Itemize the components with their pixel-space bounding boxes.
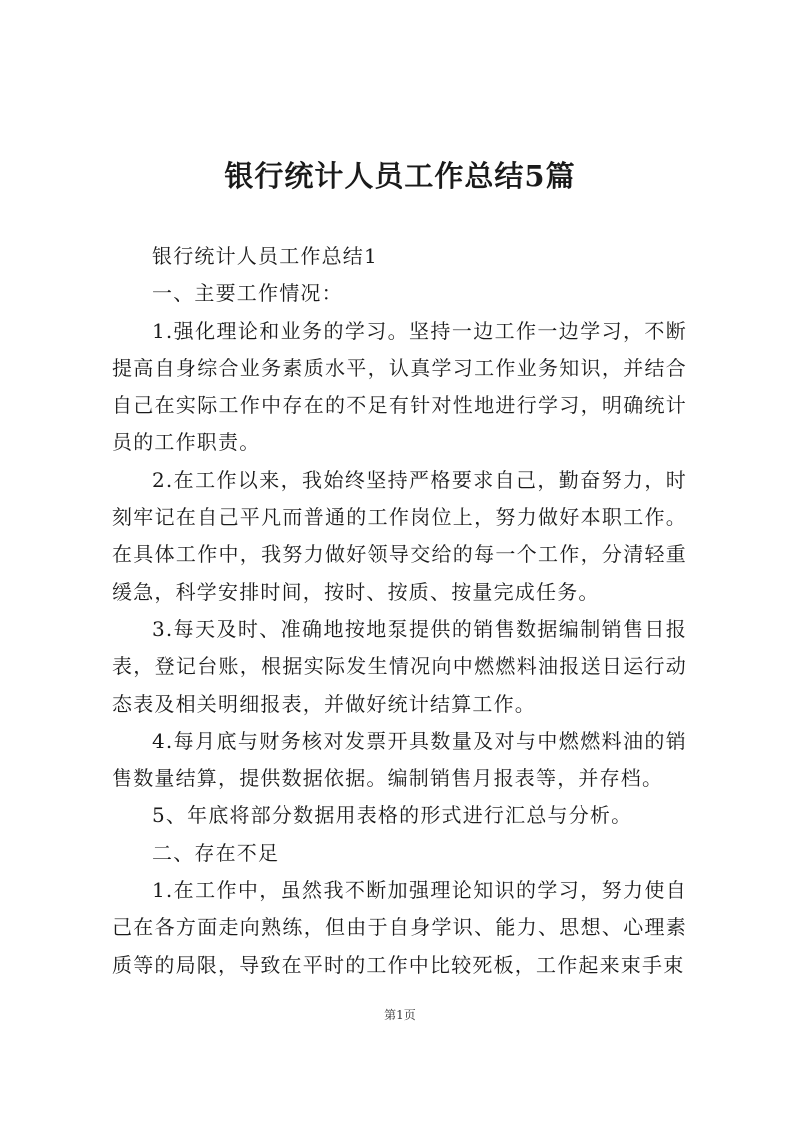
document-body — [112, 238, 687, 984]
paragraph-item-5: 5、年底将部分数据用表格的形式进行汇总与分析。 — [152, 803, 633, 828]
paragraph-shortcoming-1: 1.在工作中，虽然我不断加强理论知识的学习，努力使自己在各方面走向熟练，但由于自身学识、能力、思想、心理素质等的局限，导致在平时的工作中比较死板，工作起来束手束 — [112, 878, 687, 977]
paragraph-item-3: 3.每天及时、准确地按地泵提供的销售数据编制销售日报表，登记台账，根据实际发生情况向中燃燃料油报送日运行动态表及相关明细报表，并做好统计结算工作。 — [112, 616, 687, 716]
paragraph-section-heading-2: 二、存在不足 — [152, 840, 280, 865]
page-number: 第1页 — [384, 1008, 416, 1022]
paragraph-item-1: 1.强化理论和业务的学习。坚持一边工作一边学习，不断提高自身综合业务素质水平，认真学习工作业务知识，并结合自己在实际工作中存在的不足有针对性地进行学习，明确统计员的工作职责。 — [112, 318, 687, 455]
document-title: 银行统计人员工作总结5篇 — [224, 159, 576, 193]
paragraph-item-2: 2.在工作以来，我始终坚持严格要求自己，勤奋努力，时刻牢记在自己平凡而普通的工作岗位上，努力做好本职工作。在具体工作中，我努力做好领导交给的每一个工作，分清轻重缓急，科学安排时间，按时、按质、按量完成任务。 — [112, 467, 687, 604]
paragraph-subtitle: 银行统计人员工作总结1 — [152, 244, 378, 268]
paragraph-section-heading-1: 一、主要工作情况： — [152, 281, 343, 306]
paragraph-item-4: 4.每月底与财务核对发票开具数量及对与中燃燃料油的销售数量结算，提供数据依据。编制销售月报表等，并存档。 — [112, 728, 687, 791]
